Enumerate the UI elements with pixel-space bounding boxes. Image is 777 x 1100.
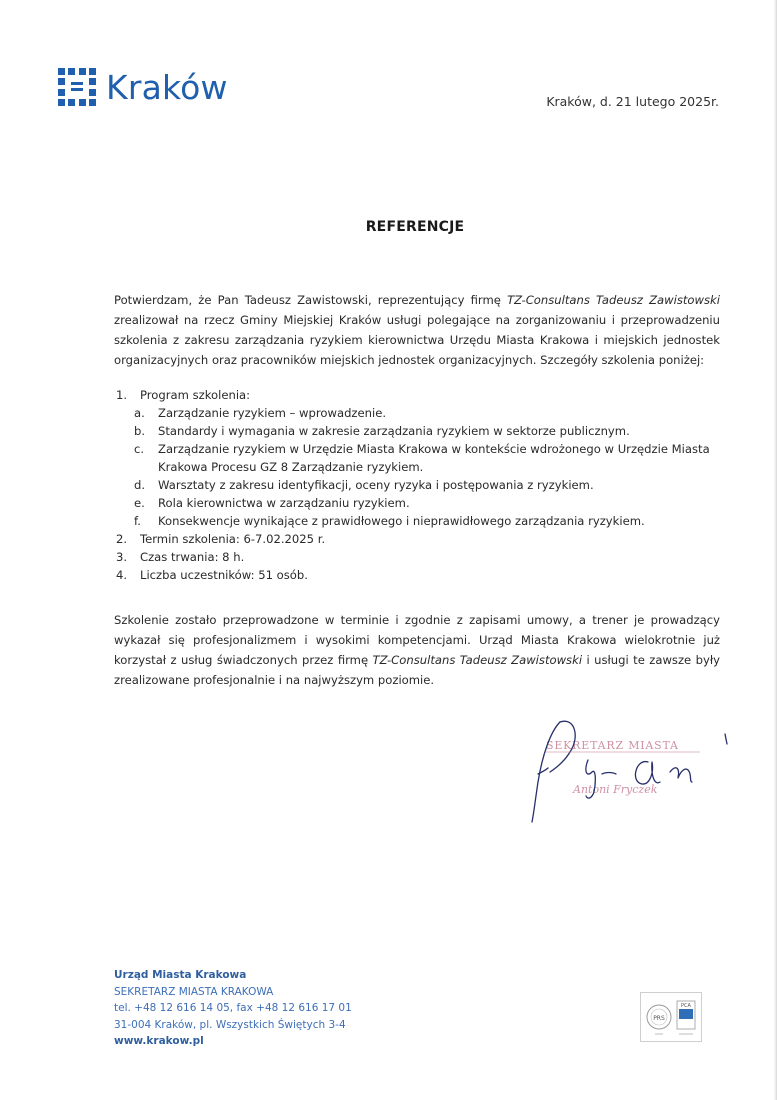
footer-website-link[interactable]: www.krakow.pl — [114, 1035, 204, 1047]
closing-text-1: Szkolenie zostało przeprowadzone w terminie i zgodnie z zapisami umowy, a trener je prowadzący wykazał się profesjonalizmem i wysokimi kompetencjami. Urząd Miasta Krakowa wielokrotnie już korzystał z usług świadczonych przez firmę — [114, 613, 720, 667]
closing-company-name: TZ-Consultans Tadeusz Zawistowski — [372, 653, 583, 667]
footer-organization: Urząd Miasta Krakowa — [114, 969, 247, 981]
krakow-logo-mark-icon — [58, 68, 96, 106]
certification-icon — [641, 993, 701, 1041]
document-title: REFERENCJE — [365, 219, 465, 235]
training-details-list — [116, 386, 726, 584]
certification-badge — [640, 992, 702, 1042]
footer-role: SEKRETARZ MIASTA KRAKOWA — [114, 985, 274, 998]
list-number: 2. — [116, 532, 128, 546]
program-text: Zarządzanie ryzykiem – wprowadzenie. — [158, 406, 387, 420]
program-text: Konsekwencje wynikające z prawidłowego i nieprawidłowego zarządzania ryzykiem. — [158, 514, 645, 528]
list-item — [116, 386, 726, 404]
intro-text-1: Potwierdzam, że Pan Tadeusz Zawistowski, reprezentujący firmę — [114, 293, 508, 307]
footer-contact — [114, 967, 352, 1050]
program-text: Warsztaty z zakresu identyfikacji, oceny ryzyka i postępowania z ryzykiem. — [158, 478, 594, 492]
list-number: 4. — [116, 568, 128, 582]
stamp-name: Antoni Fryczek — [573, 783, 658, 796]
list-text: Czas trwania: 8 h. — [140, 550, 245, 564]
program-letter: e. — [134, 496, 145, 510]
logo-text: Kraków — [106, 67, 228, 107]
list-text: Program szkolenia: — [140, 388, 251, 402]
closing-text-2: i usługi te zawsze były zrealizowane profesjonalnie i na najwyższym poziomie. — [114, 653, 720, 687]
program-item — [134, 404, 726, 422]
program-letter: b. — [134, 424, 146, 438]
program-letter: f. — [134, 514, 141, 528]
intro-company-name: TZ-Consultans Tadeusz Zawistowski — [507, 293, 720, 307]
program-text: Zarządzanie ryzykiem w Urzędzie Miasta Krakowa w kontekście wdrożonego w Urzędzie Miasta Krakowa Procesu GZ 8 Zarządzanie ryzykiem. — [158, 442, 710, 474]
footer-address: 31-004 Kraków, pl. Wszystkich Świętych 3-4 — [114, 1018, 346, 1031]
intro-text-2: zrealizował na rzecz Gminy Miejskiej Kraków usługi polegające na zorganizowaniu i przeprowadzeniu szkolenia z zakresu zarządzania ryzykiem kierownictwa Urzędu Miasta Krakowa i miejskich jednostek organizacyjnych oraz pracowników miejskich jednostek organizacyjnych. Szczegóły szkolenia poniżej: — [114, 313, 720, 367]
list-item — [116, 566, 726, 584]
program-item — [134, 494, 726, 512]
list-number: 3. — [116, 550, 128, 564]
footer-phone: tel. +48 12 616 14 05, fax +48 12 616 17 01 — [114, 1002, 352, 1014]
list-item — [116, 548, 726, 566]
program-text: Rola kierownictwa w zarządzaniu ryzykiem. — [158, 496, 410, 510]
cert-badge-pca: PCA — [681, 1003, 691, 1009]
list-text: Termin szkolenia: 6-7.02.2025 r. — [140, 532, 326, 546]
closing-paragraph — [114, 610, 720, 690]
stamp-title: SEKRETARZ MIASTA — [546, 739, 679, 752]
list-item — [116, 530, 726, 548]
program-text: Standardy i wymagania w zakresie zarządzania ryzykiem w sektorze publicznym. — [158, 424, 630, 438]
program-item — [134, 422, 726, 440]
list-number: 1. — [116, 388, 128, 402]
letter-date: Kraków, d. 21 lutego 2025r. — [546, 94, 719, 109]
program-item — [134, 476, 726, 494]
krakow-logo — [58, 68, 228, 106]
cert-badge-prs: PRS — [653, 1015, 665, 1022]
program-item — [134, 512, 726, 530]
intro-paragraph — [114, 290, 720, 370]
program-item — [134, 440, 726, 476]
program-letter: a. — [134, 406, 145, 420]
program-letter: c. — [134, 442, 145, 456]
list-text: Liczba uczestników: 51 osób. — [140, 568, 308, 582]
handwritten-signature — [520, 712, 745, 832]
program-letter: d. — [134, 478, 146, 492]
